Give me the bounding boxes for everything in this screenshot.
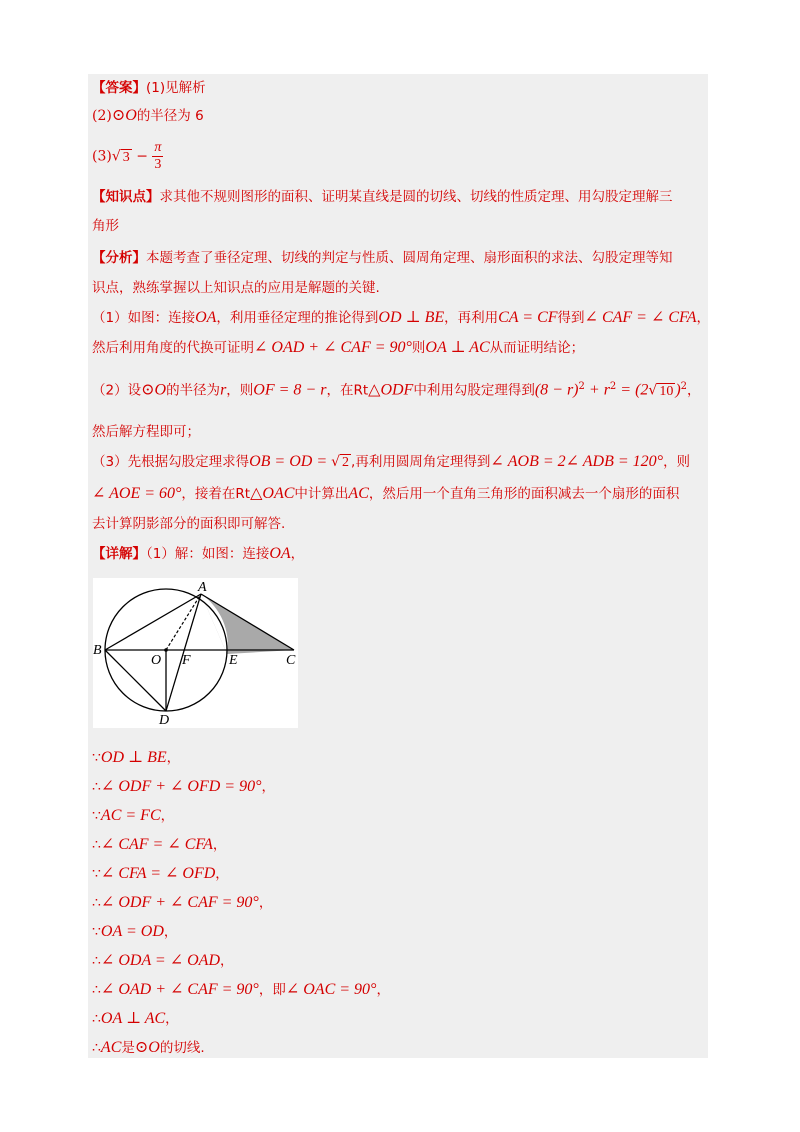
detail-intro-c: ， (290, 546, 305, 562)
proof-line-6 (92, 893, 272, 913)
proof-tail: ， (160, 808, 175, 824)
proof-symbol: ∴ (92, 953, 101, 969)
step3b-expr-e: AC (348, 485, 369, 502)
step3b-text-b: ，接着在Rt (181, 486, 251, 502)
analysis-step2-line2 (92, 422, 200, 442)
step1-text-a: （1）如图：连接 (92, 310, 196, 326)
circle-diagram (93, 578, 298, 728)
proof-tail: 是 (121, 1040, 135, 1056)
step2-expr-b: ⊙O (141, 381, 167, 399)
proof-symbol: ∴ (92, 1040, 101, 1056)
analysis-line-1 (92, 248, 673, 268)
proof-line-10 (92, 1009, 179, 1029)
answer-line-2 (92, 106, 204, 126)
knowledge-text-1: 求其他不规则图形的面积、证明某直线是圆的切线、切线的性质定理、用勾股定理解三 (159, 189, 673, 205)
proof-symbol: ∴ (92, 779, 101, 795)
proof-expr-2: ∠ OAC = 90° (285, 981, 377, 998)
analysis-step1-line2 (92, 338, 584, 358)
proof-line-3 (92, 806, 174, 826)
step2-text-g: ，在Rt (326, 382, 369, 399)
proof-symbol: ∵ (92, 866, 101, 882)
knowledge-label: 【知识点】 (92, 189, 160, 205)
step2-expr-f: OF = 8 − r (253, 381, 327, 399)
step3-expr-b: OB = OD = (249, 453, 332, 470)
proof-symbol: ∴ (92, 837, 101, 853)
step2-sup-2: 2 (609, 381, 617, 392)
proof-line-9 (92, 980, 390, 1000)
proof-line-2 (92, 777, 275, 797)
proof-tail: ， (220, 953, 234, 969)
step3-expr-e: ∠ AOB = 2∠ ADB = 120° (490, 453, 664, 470)
proof-symbol: ∴ (92, 1011, 101, 1027)
knowledge-line-1 (92, 187, 673, 207)
analysis-text-1: 本题考查了垂径定理、切线的判定与性质、圆周角定理、扇形面积的求法、勾股定理等知 (146, 250, 673, 266)
step1-text-c: ，利用垂径定理的推论得到 (216, 310, 379, 326)
answer-line-3: (3)√ 3 − $\frac{\pi}{3}$ (92, 140, 162, 172)
analysis-step1-line1 (92, 308, 710, 328)
step3-text-d: ,再利用圆周角定理得到 (351, 454, 491, 470)
detail-line-1 (92, 544, 304, 564)
point-o (164, 648, 168, 652)
step1-text-i: ， (696, 310, 711, 326)
answer-part3-sqrt: 3 (122, 149, 130, 165)
proof-symbol: ∴ (92, 895, 101, 911)
step3b-text-d: 中计算出 (294, 486, 349, 502)
proof-tail: ，即 (258, 982, 286, 998)
proof-expr: OA = OD (100, 923, 164, 940)
geometry-figure (93, 578, 298, 728)
proof-expr: ∠ ODA = ∠ OAD (100, 952, 221, 969)
proof-expr: OA ⊥ AC (100, 1010, 166, 1027)
proof-symbol: ∵ (92, 924, 101, 940)
knowledge-text-2: 角形 (92, 218, 119, 234)
proof-expr: AC (100, 1039, 122, 1056)
answer-part3-prefix: (3) (92, 148, 112, 165)
proof-expr: ∠ OAD + ∠ CAF = 90° (100, 981, 259, 998)
step3b-text-f: ，然后用一个直角三角形的面积减去一个扇形的面积 (368, 486, 680, 502)
analysis-text-2: 识点，熟练掌握以上知识点的应用是解题的关键. (92, 280, 380, 296)
step1b-expr-d: OA ⊥ AC (425, 339, 490, 356)
analysis-step3-line3 (92, 514, 285, 534)
knowledge-line-2 (92, 216, 119, 236)
proof-tail: ， (212, 837, 227, 853)
proof-expr: ∠ ODF + ∠ OFD = 90° (100, 778, 262, 795)
label-c: C (286, 653, 296, 668)
proof-expr: AC = FC (100, 807, 161, 824)
step3c-text: 去计算阴影部分的面积即可解答. (92, 516, 286, 532)
step1b-text-e: 从而证明结论； (489, 340, 585, 356)
proof-symbol: ∵ (92, 808, 101, 824)
analysis-line-2 (92, 278, 380, 298)
step1-expr-d: OD ⊥ BE (378, 309, 445, 326)
proof-expr: ∠ CFA = ∠ OFD (100, 865, 216, 882)
step3-sqrt-c: 2 (342, 455, 350, 470)
step2-text-c: 的半径为 (166, 382, 221, 399)
step2-text-i: 中利用勾股定理得到 (413, 382, 535, 399)
label-f: F (182, 653, 191, 668)
line-oa-dashed (166, 594, 201, 650)
step2-expr-d: r (220, 381, 227, 399)
answer-part2-text: 的半径为 6 (136, 108, 204, 124)
step1-expr-f: CA = CF (498, 309, 558, 326)
detail-intro-a: （1）解：如图：连接 (146, 546, 270, 562)
label-e: E (229, 653, 238, 668)
detail-label: 【详解】 (92, 546, 146, 562)
proof-expr-2: ⊙O (134, 1039, 160, 1056)
proof-tail: ， (166, 750, 181, 766)
answer-part3-fraction (152, 140, 163, 173)
step1-expr-h: ∠ CAF = ∠ CFA (584, 309, 697, 326)
proof-expr: ∠ CAF = ∠ CFA (100, 836, 213, 853)
step3b-expr-a: ∠ AOE = 60° (92, 485, 182, 502)
answer-line-1 (92, 78, 206, 98)
proof-tail: ， (215, 866, 229, 882)
label-o: O (151, 653, 162, 668)
step1b-expr-b: ∠ OAD + ∠ CAF = 90° (254, 339, 412, 356)
step1b-text-c: 则 (411, 340, 426, 356)
analysis-step3-line1: （3）先根据勾股定理求得OB = OD = √ 2 ,再利用圆周角定理得到∠ AOB = 2∠ ADB = 120°，则 (92, 453, 691, 470)
proof-symbol: ∴ (92, 982, 101, 998)
proof-tail: ， (261, 779, 275, 795)
proof-expr: OD ⊥ BE (100, 749, 167, 766)
step3-text-f: ，则 (663, 454, 691, 470)
fraction-denominator: 3 (154, 157, 162, 172)
answer-part3-minus: − (131, 148, 153, 165)
step2-sqrt-m: 10 (659, 383, 674, 399)
label-d: D (159, 713, 170, 728)
step1b-text-a: 然后利用角度的代换可证明 (92, 340, 254, 356)
step2-expr-n: ) (675, 381, 681, 399)
step3-text-a: （3）先根据勾股定理求得 (92, 454, 250, 470)
proof-line-1 (92, 748, 180, 768)
step2-sup-1: 2 (578, 381, 585, 392)
fraction-numerator: π (154, 140, 162, 155)
analysis-step3-line2 (92, 484, 679, 504)
proof-tail: ， (165, 1011, 179, 1027)
step2-text-e: ，则 (226, 382, 254, 399)
step2-expr-k: + r (584, 381, 610, 399)
proof-line-11 (92, 1038, 205, 1058)
proof-tail-2: 的切线. (159, 1040, 205, 1056)
answer-part1: (1)见解析 (146, 80, 206, 96)
proof-line-7 (92, 922, 177, 942)
step2-expr-j: (8 − r) (534, 381, 579, 399)
step2-expr-h: △ODF (368, 381, 414, 399)
proof-line-8 (92, 951, 234, 971)
step2-sup-3: 2 (680, 381, 688, 392)
analysis-label: 【分析】 (92, 250, 146, 266)
label-b: B (93, 643, 102, 658)
answer-part2-prefix: (2) (92, 108, 112, 124)
analysis-step2-line1: （2）设⊙O的半径为r，则OF = 8 − r，在Rt△ODF中利用勾股定理得到$(8 - r)^2 + r^2 = (2√$ 10 )$^2$， (92, 381, 701, 399)
proof-symbol: ∵ (92, 750, 101, 766)
label-a: A (198, 580, 207, 595)
proof-tail: ， (163, 924, 178, 940)
answer-label: 【答案】 (92, 80, 146, 96)
step2-text-o: ， (687, 382, 701, 399)
proof-expr: ∠ ODF + ∠ CAF = 90° (100, 894, 259, 911)
proof-tail: ， (258, 895, 273, 911)
answer-part2-circle: ⊙O (111, 107, 137, 124)
step2-text-a: （2）设 (92, 382, 142, 399)
step2b-text: 然后解方程即可； (92, 424, 200, 440)
proof-tail-2: ， (376, 982, 390, 998)
step3b-expr-c: △OAC (250, 485, 295, 502)
proof-line-5 (92, 864, 229, 884)
step1-text-g: 得到 (557, 310, 585, 326)
proof-line-4 (92, 835, 226, 855)
step2-expr-l: = (2 (616, 381, 649, 399)
step1-text-e: ，再利用 (444, 310, 499, 326)
detail-intro-b: OA (269, 545, 291, 562)
step1-expr-b: OA (195, 309, 217, 326)
